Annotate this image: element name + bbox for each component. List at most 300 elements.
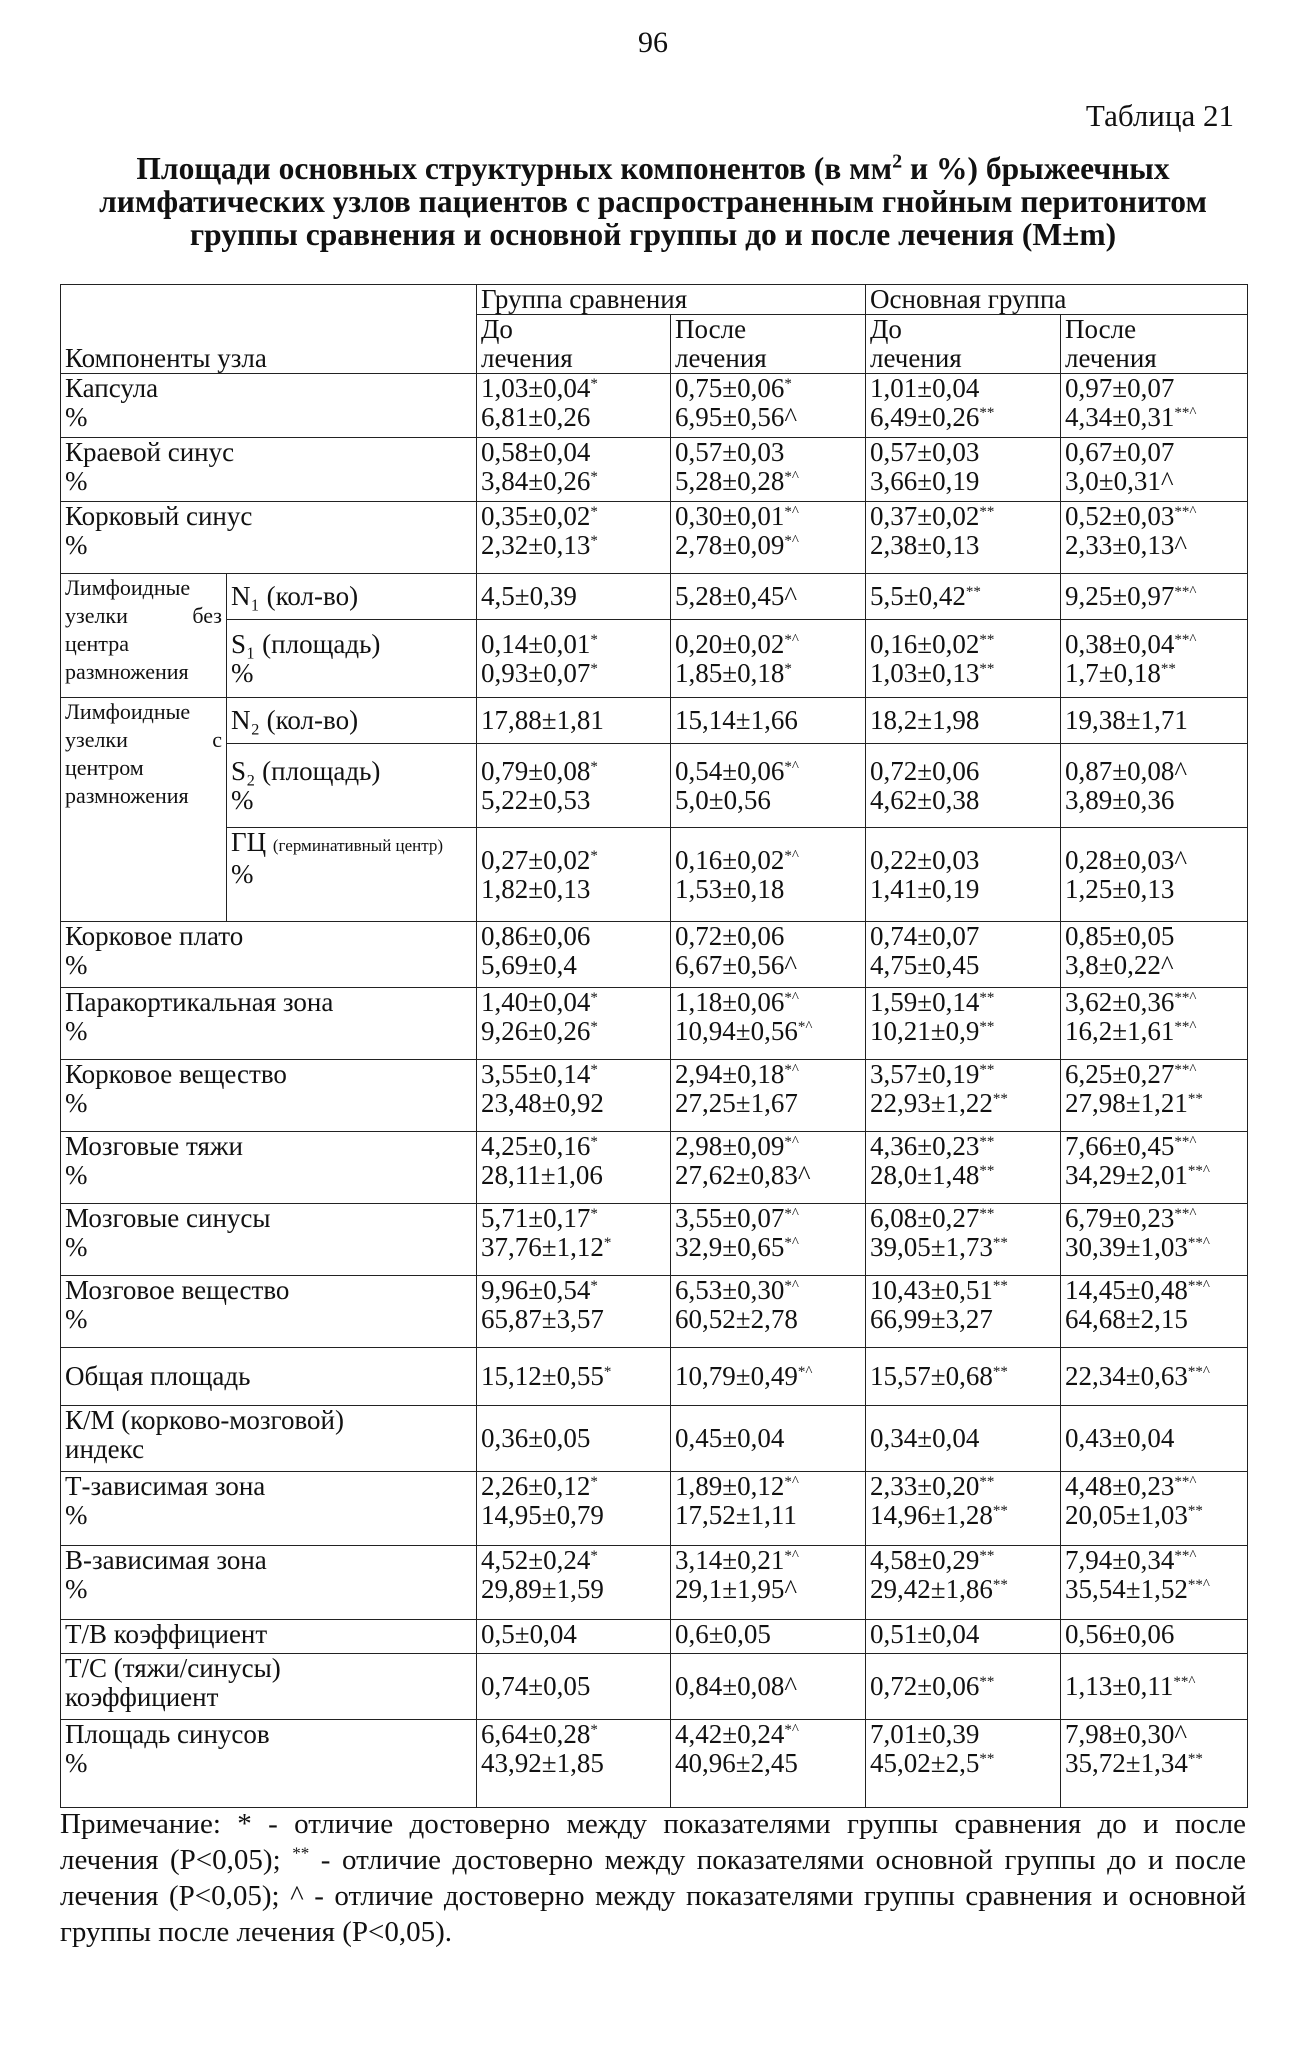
mark: *: [590, 1134, 598, 1150]
mark: **^: [1174, 1062, 1197, 1078]
mark: *^: [784, 631, 799, 648]
value: 2,32±0,13: [481, 530, 591, 560]
value-line: [870, 531, 1056, 560]
mark: **: [992, 1278, 1008, 1294]
value-line: [481, 374, 666, 403]
mark: *^: [784, 469, 799, 485]
title-part2: и %) брыжеечных лимфатических узлов пациентов с распространенным гнойным перитонитом группы сравнения и основной группы до и после лечения (М±m): [99, 151, 1207, 252]
row-label: [61, 374, 477, 438]
value-line: [870, 922, 1056, 951]
value-cell: [477, 1276, 671, 1348]
value: 1,03±0,13: [870, 657, 980, 688]
mark: *: [590, 1062, 598, 1078]
value: 35,72±1,34: [1065, 1748, 1188, 1778]
value-line: [481, 467, 666, 496]
mark: **: [979, 1062, 995, 1078]
header-before-l2: лечения: [481, 343, 573, 373]
value: 0,57±0,03: [675, 437, 785, 467]
value-line: [481, 502, 666, 531]
value-line: [870, 1720, 1056, 1749]
row-germinal-center: [61, 828, 1248, 922]
value: 10,21±0,9: [870, 1016, 980, 1046]
value: 10,79±0,49: [675, 1361, 798, 1391]
value-line: [870, 1060, 1056, 1089]
value-cell: [477, 1348, 671, 1406]
value-line: [870, 659, 1056, 688]
value-line: [481, 1749, 666, 1778]
value: 1,40±0,04: [481, 987, 591, 1017]
value: 7,01±0,39: [870, 1719, 980, 1749]
value-cell: [477, 620, 671, 698]
value-cell: [866, 1654, 1061, 1720]
value-cell: 0,43±0,04: [1061, 1406, 1248, 1472]
mark: *^: [784, 847, 799, 864]
value-cell: [866, 744, 1061, 828]
value-cell: [866, 1132, 1061, 1204]
value-line: [481, 1089, 666, 1118]
mark: **^: [1187, 1235, 1210, 1251]
value-line: [1065, 757, 1243, 786]
value-cell: [1061, 1204, 1248, 1276]
row-lymph-center-n2: [61, 698, 1248, 744]
row-cortical-sinus: [61, 502, 1248, 574]
value-cell: [1061, 1348, 1248, 1406]
value-line: [675, 659, 861, 688]
value-line: [481, 403, 666, 432]
value: 2,38±0,13: [870, 530, 980, 560]
value-cell: [866, 374, 1061, 438]
value: 3,14±0,21: [675, 1545, 785, 1575]
value-cell: [477, 988, 671, 1060]
mark: **^: [1174, 504, 1197, 520]
label-line1: В-зависимая зона: [65, 1545, 267, 1575]
value: 23,48±0,92: [481, 1088, 604, 1118]
value: 0,16±0,02: [675, 844, 785, 875]
mark: *^: [784, 1062, 799, 1078]
header-after-l2: лечения: [1065, 343, 1157, 373]
value-cell: [671, 1546, 866, 1620]
value-line: [1065, 988, 1243, 1017]
label-n1: N₁ (кол-во): [227, 574, 477, 620]
mark: *: [784, 376, 792, 392]
value-line: [870, 988, 1056, 1017]
value-line: [481, 1575, 666, 1604]
label-line2: %: [65, 530, 88, 560]
value-line: [870, 1305, 1056, 1334]
mark: *^: [784, 533, 799, 549]
value-cell: [671, 502, 866, 574]
value: 10,94±0,56: [675, 1016, 798, 1046]
header-before: [477, 315, 671, 374]
value-line: [675, 1276, 861, 1305]
row-label: [61, 1546, 477, 1620]
label-line2: %: [65, 1304, 88, 1334]
value: 1,89±0,12: [675, 1471, 785, 1501]
label-line1: Корковое вещество: [65, 1059, 287, 1089]
value: 0,35±0,02: [481, 501, 591, 531]
value: 0,57±0,03: [870, 437, 980, 467]
value-cell: [477, 574, 671, 620]
value-line: [481, 1017, 666, 1046]
label-line2: %: [231, 784, 254, 815]
value-cell: [866, 620, 1061, 698]
mark: **: [1187, 1503, 1203, 1519]
value: 0,74±0,05: [481, 1671, 591, 1701]
mark: *: [590, 660, 598, 677]
value: 0,58±0,04: [481, 437, 591, 467]
value: 0,38±0,04: [1065, 628, 1175, 659]
value: 29,1±1,95^: [675, 1574, 798, 1604]
value: 0,86±0,06: [481, 921, 591, 951]
row-label: [61, 1132, 477, 1204]
mark: *^: [784, 1235, 799, 1251]
mark: *: [590, 376, 598, 392]
mark: **: [979, 990, 995, 1006]
mark: *: [590, 1278, 598, 1294]
row-label: [61, 438, 477, 502]
value: 1,53±0,18: [675, 873, 785, 904]
value: 35,54±1,52: [1065, 1574, 1188, 1604]
value: 4,36±0,23: [870, 1131, 980, 1161]
value-line: [481, 786, 666, 815]
value: 3,66±0,19: [870, 466, 980, 496]
value: 0,72±0,06: [870, 1671, 980, 1701]
value-cell: [671, 1276, 866, 1348]
row-cortical-plateau: [61, 922, 1248, 988]
value-line: [870, 786, 1056, 815]
value-line: [481, 1276, 666, 1305]
title-sup: 2: [892, 150, 903, 173]
label-lymph-no-center: Лимфоидные узелки без центра размножения: [61, 574, 227, 698]
gc-abbr: ГЦ: [231, 827, 267, 857]
row-label: [61, 1276, 477, 1348]
value-cell: [477, 744, 671, 828]
value: 2,33±0,13^: [1065, 530, 1188, 560]
header-after-l1: После: [675, 314, 747, 344]
mark: *: [603, 1364, 612, 1380]
value: 6,67±0,56^: [675, 950, 798, 980]
value: 29,42±1,86: [870, 1574, 993, 1604]
value-line: [1065, 786, 1243, 815]
table-title: [60, 152, 1246, 251]
value: 0,14±0,01: [481, 628, 591, 659]
value: 0,87±0,08^: [1065, 755, 1188, 786]
value-line: [675, 1060, 861, 1089]
mark: **: [1160, 660, 1176, 677]
value-line: [675, 1233, 861, 1262]
value: 5,28±0,45^: [675, 581, 798, 611]
value: 60,52±2,78: [675, 1304, 798, 1334]
value: 5,69±0,4: [481, 950, 577, 980]
value: 0,85±0,05: [1065, 921, 1175, 951]
label-line1: Капсула: [65, 373, 159, 403]
value: 15,57±0,68: [870, 1361, 993, 1391]
value-line: [481, 875, 666, 904]
value-line: [481, 922, 666, 951]
row-medullary-cords: [61, 1132, 1248, 1204]
label-n2: N₂ (кол-во): [227, 698, 477, 744]
value-line: [675, 403, 861, 432]
table-number: Таблица 21: [1085, 98, 1234, 133]
value: 14,96±1,28: [870, 1500, 993, 1530]
value-cell: [671, 620, 866, 698]
value-cell: [477, 1060, 671, 1132]
value-line: [675, 1132, 861, 1161]
value-line: [1065, 630, 1243, 659]
label-lymph-center: Лимфоидные узелки с центром размножения: [61, 698, 227, 922]
value-cell: [477, 1472, 671, 1546]
value-line: [1065, 1501, 1243, 1530]
label-line1: S₁ (площадь): [231, 628, 381, 659]
value: 0,22±0,03: [870, 844, 980, 875]
label-line2: %: [65, 1232, 88, 1262]
value: 6,64±0,28: [481, 1719, 591, 1749]
value: 0,84±0,08^: [675, 1671, 798, 1701]
value: 0,30±0,01: [675, 501, 785, 531]
value: 65,87±3,57: [481, 1304, 604, 1334]
value: 1,82±0,13: [481, 873, 591, 904]
value-line: [870, 1575, 1056, 1604]
mark: **: [992, 1577, 1008, 1593]
value-line: [1065, 951, 1243, 980]
value: 1,13±0,11: [1065, 1671, 1174, 1701]
value-cell: [477, 922, 671, 988]
mark: **: [979, 660, 995, 677]
row-label: [61, 922, 477, 988]
value: 9,96±0,54: [481, 1275, 591, 1305]
value-cell: [1061, 1472, 1248, 1546]
label-line2: %: [65, 1088, 88, 1118]
value: 6,79±0,23: [1065, 1203, 1175, 1233]
label-km-index: [61, 1406, 477, 1472]
value: 3,55±0,14: [481, 1059, 591, 1089]
value-cell: [866, 1546, 1061, 1620]
value: 66,99±3,27: [870, 1304, 993, 1334]
value-line: [675, 1017, 861, 1046]
value-cell: [1061, 988, 1248, 1060]
value-line: [1065, 1305, 1243, 1334]
value-line: [481, 1132, 666, 1161]
value-cell: [866, 1276, 1061, 1348]
value-cell: [671, 1132, 866, 1204]
value-line: [870, 1132, 1056, 1161]
value-line: [481, 1720, 666, 1749]
value-line: [675, 1161, 861, 1190]
row-medullary-sinuses: [61, 1204, 1248, 1276]
value: 64,68±2,15: [1065, 1304, 1188, 1334]
value: 9,25±0,97: [1065, 581, 1175, 611]
value-line: [1065, 1472, 1243, 1501]
value-line: [481, 846, 666, 875]
value: 10,43±0,51: [870, 1275, 993, 1305]
value: 1,25±0,13: [1065, 873, 1175, 904]
row-label: [61, 1204, 477, 1276]
value-line: [675, 1749, 861, 1778]
value-cell: [866, 988, 1061, 1060]
mark: **^: [1173, 1674, 1196, 1690]
value: 6,08±0,27: [870, 1203, 980, 1233]
value-cell: 0,34±0,04: [866, 1406, 1061, 1472]
value: 4,62±0,38: [870, 784, 980, 815]
row-km-index: [61, 1406, 1248, 1472]
note-sup: **: [292, 1843, 310, 1863]
value: 2,78±0,09: [675, 530, 785, 560]
label-line2: %: [65, 1160, 88, 1190]
value: 0,16±0,02: [870, 628, 980, 659]
value: 4,42±0,24: [675, 1719, 785, 1749]
value-line: [870, 502, 1056, 531]
mark: **^: [1174, 1474, 1197, 1490]
mark: *: [590, 533, 598, 549]
value-line: [870, 1204, 1056, 1233]
value-cell: [866, 1060, 1061, 1132]
value-cell: [1061, 502, 1248, 574]
row-lymph-no-center-s1: [61, 620, 1248, 698]
label-line2: %: [65, 402, 88, 432]
value: 4,34±0,31: [1065, 402, 1175, 432]
page-number: 96: [638, 26, 668, 59]
mark: *: [590, 1206, 598, 1222]
mark: **: [979, 405, 995, 421]
value: 5,71±0,17: [481, 1203, 591, 1233]
mark: **: [979, 1474, 995, 1490]
label-line2: %: [65, 1500, 88, 1530]
value-cell: [1061, 1060, 1248, 1132]
value-cell: [671, 438, 866, 502]
value-line: [675, 846, 861, 875]
value: 0,93±0,07: [481, 657, 591, 688]
header-after-l2: лечения: [675, 343, 767, 373]
value-line: [675, 531, 861, 560]
value-line: [481, 757, 666, 786]
value: 28,11±1,06: [481, 1160, 603, 1190]
value: 4,48±0,23: [1065, 1471, 1175, 1501]
row-total-area: [61, 1348, 1248, 1406]
value-cell: [477, 1204, 671, 1276]
value: 27,98±1,21: [1065, 1088, 1188, 1118]
mark: *^: [784, 1474, 799, 1490]
value-cell: [866, 1348, 1061, 1406]
mark: **^: [1187, 1577, 1210, 1593]
value-line: [481, 1472, 666, 1501]
value: 14,45±0,48: [1065, 1275, 1188, 1305]
mark: **^: [1174, 1206, 1197, 1222]
value-line: [1065, 1089, 1243, 1118]
value-line: [675, 1204, 861, 1233]
value-cell: [671, 1204, 866, 1276]
value-line: [675, 922, 861, 951]
value-cell: [671, 1720, 866, 1808]
value: 6,25±0,27: [1065, 1059, 1175, 1089]
value-line: [481, 1161, 666, 1190]
title-part1: Площади основных структурных компонентов (в мм: [136, 151, 893, 186]
value: 7,94±0,34: [1065, 1545, 1175, 1575]
value-cell: [866, 828, 1061, 922]
value-cell: [671, 1348, 866, 1406]
value: 5,0±0,56: [675, 784, 771, 815]
row-label: [61, 1720, 477, 1808]
mark: **: [992, 1235, 1008, 1251]
header-row-groups: [61, 285, 1248, 315]
value-line: [870, 1546, 1056, 1575]
value: 4,5±0,39: [481, 581, 577, 611]
value-line: [481, 630, 666, 659]
label-line1: Т-зависимая зона: [65, 1471, 266, 1501]
value-line: [1065, 1575, 1243, 1604]
value-line: [1065, 1233, 1243, 1262]
value-cell: [866, 1720, 1061, 1808]
value: 0,37±0,02: [870, 501, 980, 531]
label-line1: Краевой синус: [65, 437, 235, 467]
mark: *: [590, 631, 598, 648]
value: 0,79±0,08: [481, 755, 591, 786]
value: 2,26±0,12: [481, 1471, 591, 1501]
note-part2: - отличие достоверно между показателями основной группы до и после лечения (Р<0,05); ^ - отличие достоверно между показателями группы сравнения и основной группы после лечения (Р<0,05).: [60, 1844, 1247, 1948]
value-cell: [671, 988, 866, 1060]
value-cell: [1061, 922, 1248, 988]
value-line: [675, 502, 861, 531]
row-b-zone: [61, 1546, 1248, 1620]
value-cell: [866, 922, 1061, 988]
row-marginal-sinus: [61, 438, 1248, 502]
value-cell: [1061, 828, 1248, 922]
row-label: [61, 1472, 477, 1546]
value-line: [481, 659, 666, 688]
gc-percent: %: [231, 859, 254, 889]
label-line2: %: [231, 657, 254, 688]
header-after-l1: После: [1065, 314, 1137, 344]
value: 4,52±0,24: [481, 1545, 591, 1575]
value: 45,02±2,5: [870, 1748, 980, 1778]
value-line: [675, 467, 861, 496]
value-cell: [477, 1720, 671, 1808]
header-after: [1061, 315, 1248, 374]
mark: *^: [784, 1278, 799, 1294]
value-cell: [1061, 374, 1248, 438]
gc-full: (герминативный центр): [272, 836, 444, 855]
value-line: [481, 1060, 666, 1089]
value: 7,98±0,30^: [1065, 1719, 1188, 1749]
value-cell: [866, 1204, 1061, 1276]
value: 0,52±0,03: [1065, 501, 1175, 531]
value-cell: 0,45±0,04: [671, 1406, 866, 1472]
row-label: [61, 988, 477, 1060]
mark: **: [992, 1503, 1008, 1519]
value: 0,97±0,07: [1065, 373, 1175, 403]
value: 4,25±0,16: [481, 1131, 591, 1161]
value-line: [1065, 875, 1243, 904]
value: 15,12±0,55: [481, 1361, 604, 1391]
row-label: [61, 1060, 477, 1132]
value: 0,28±0,03^: [1065, 844, 1188, 875]
value-line: [870, 630, 1056, 659]
value-cell: [671, 374, 866, 438]
value-line: [675, 630, 861, 659]
value-cell: 0,56±0,06: [1061, 1620, 1248, 1654]
value: 37,76±1,12: [481, 1232, 604, 1262]
value-line: [675, 1472, 861, 1501]
value-cell: [477, 1132, 671, 1204]
value-cell: 0,36±0,05: [477, 1406, 671, 1472]
label-line2: %: [65, 950, 88, 980]
value: 0,27±0,02: [481, 844, 591, 875]
value: 30,39±1,03: [1065, 1232, 1188, 1262]
mark: **: [979, 1674, 995, 1690]
label-line1: К/М (корково-мозговой): [65, 1405, 344, 1435]
value: 34,29±2,01: [1065, 1160, 1188, 1190]
value: 1,7±0,18: [1065, 657, 1161, 688]
value-line: [481, 1546, 666, 1575]
